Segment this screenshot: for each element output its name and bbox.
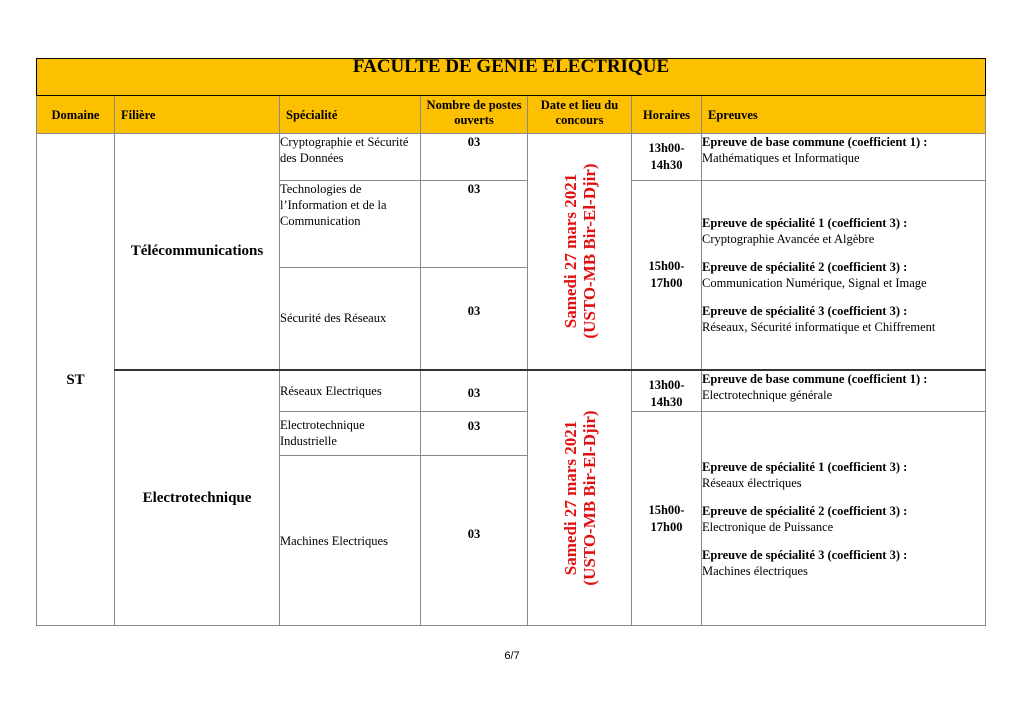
epreuve-title: Epreuve de spécialité 1 (coefficient 3) : [702,215,908,230]
epreuve-title: Epreuve de base commune (coefficient 1) : [702,135,928,149]
epreuve-title: Epreuve de spécialité 3 (coefficient 3) : [702,303,908,318]
epreuve-subject: Réseaux, Sécurité informatique et Chiffrement [702,319,936,334]
epreuve-title: Epreuve de spécialité 3 (coefficient 3) : [702,547,908,562]
epreuve-subject: Mathématiques et Informatique [702,151,860,165]
epreuve-base-cell [702,370,986,412]
epreuve-subject: Electronique de Puissance [702,519,834,534]
table-row [37,134,986,181]
epreuve-subject: Réseaux électriques [702,475,802,490]
epreuve-subject: Electrotechnique générale [702,387,833,402]
epreuve-title: Epreuve de spécialité 1 (coefficient 3) : [702,459,908,474]
header-row [37,96,986,134]
specialite-cell: Machines Electriques [280,456,421,626]
table-row [37,370,986,412]
horaire-cell: 15h00- 17h00 [632,412,702,626]
postes-cell: 03 [421,412,528,456]
epreuve-title: Epreuve de spécialité 2 (coefficient 3) : [702,259,908,274]
epreuve-title: Epreuve de spécialité 2 (coefficient 3) : [702,503,908,518]
header-epreuves: Epreuves [702,96,986,134]
postes-cell: 03 [421,181,528,268]
page-number: 6/7 [504,650,520,662]
faculty-title: FACULTE DE GENIE ELECTRIQUE [37,59,986,96]
epreuve-subject: Communication Numérique, Signal et Image [702,275,927,290]
domain-cell: ST [37,134,115,626]
filiere-electrotechnique: Electrotechnique [115,370,280,626]
date-lieu-telecom [528,134,632,370]
epreuves-spec-cell [702,181,986,370]
lieu-line: (USTO-MB Bir-El-Djir) [579,163,599,339]
date-line: Samedi 27 mars 2021 [560,420,580,575]
header-postes: Nombre de postes ouverts [421,96,528,134]
specialite-cell: Réseaux Electriques [280,370,421,412]
header-date: Date et lieu du concours [528,96,632,134]
specialite-cell: Cryptographie et Sécurité des Données [280,134,421,181]
header-domaine: Domaine [37,96,115,134]
horaire-cell: 13h00- 14h30 [632,134,702,181]
epreuves-spec-cell [702,412,986,626]
postes-cell: 03 [421,134,528,181]
specialite-cell: Electrotechnique Industrielle [280,412,421,456]
header-horaires: Horaires [632,96,702,134]
postes-cell: 03 [421,268,528,370]
header-filiere: Filière [115,96,280,134]
specialite-cell: Sécurité des Réseaux [280,268,421,370]
horaire-cell: 13h00- 14h30 [632,370,702,412]
filiere-telecom: Télécommunications [115,134,280,370]
epreuve-subject: Cryptographie Avancée et Algèbre [702,231,875,246]
postes-cell: 03 [421,456,528,626]
postes-cell: 03 [421,370,528,412]
epreuve-base-cell [702,134,986,181]
epreuve-subject: Machines électriques [702,563,808,578]
date-line: Samedi 27 mars 2021 [560,174,580,329]
horaire-cell: 15h00- 17h00 [632,181,702,370]
epreuve-title: Epreuve de base commune (coefficient 1) : [702,371,928,386]
date-lieu-electrotechnique [528,370,632,626]
header-specialite: Spécialité [280,96,421,134]
competition-table [36,58,986,626]
lieu-line: (USTO-MB Bir-El-Djir) [579,410,599,586]
specialite-cell: Technologies de l’Information et de la Communication [280,181,421,268]
